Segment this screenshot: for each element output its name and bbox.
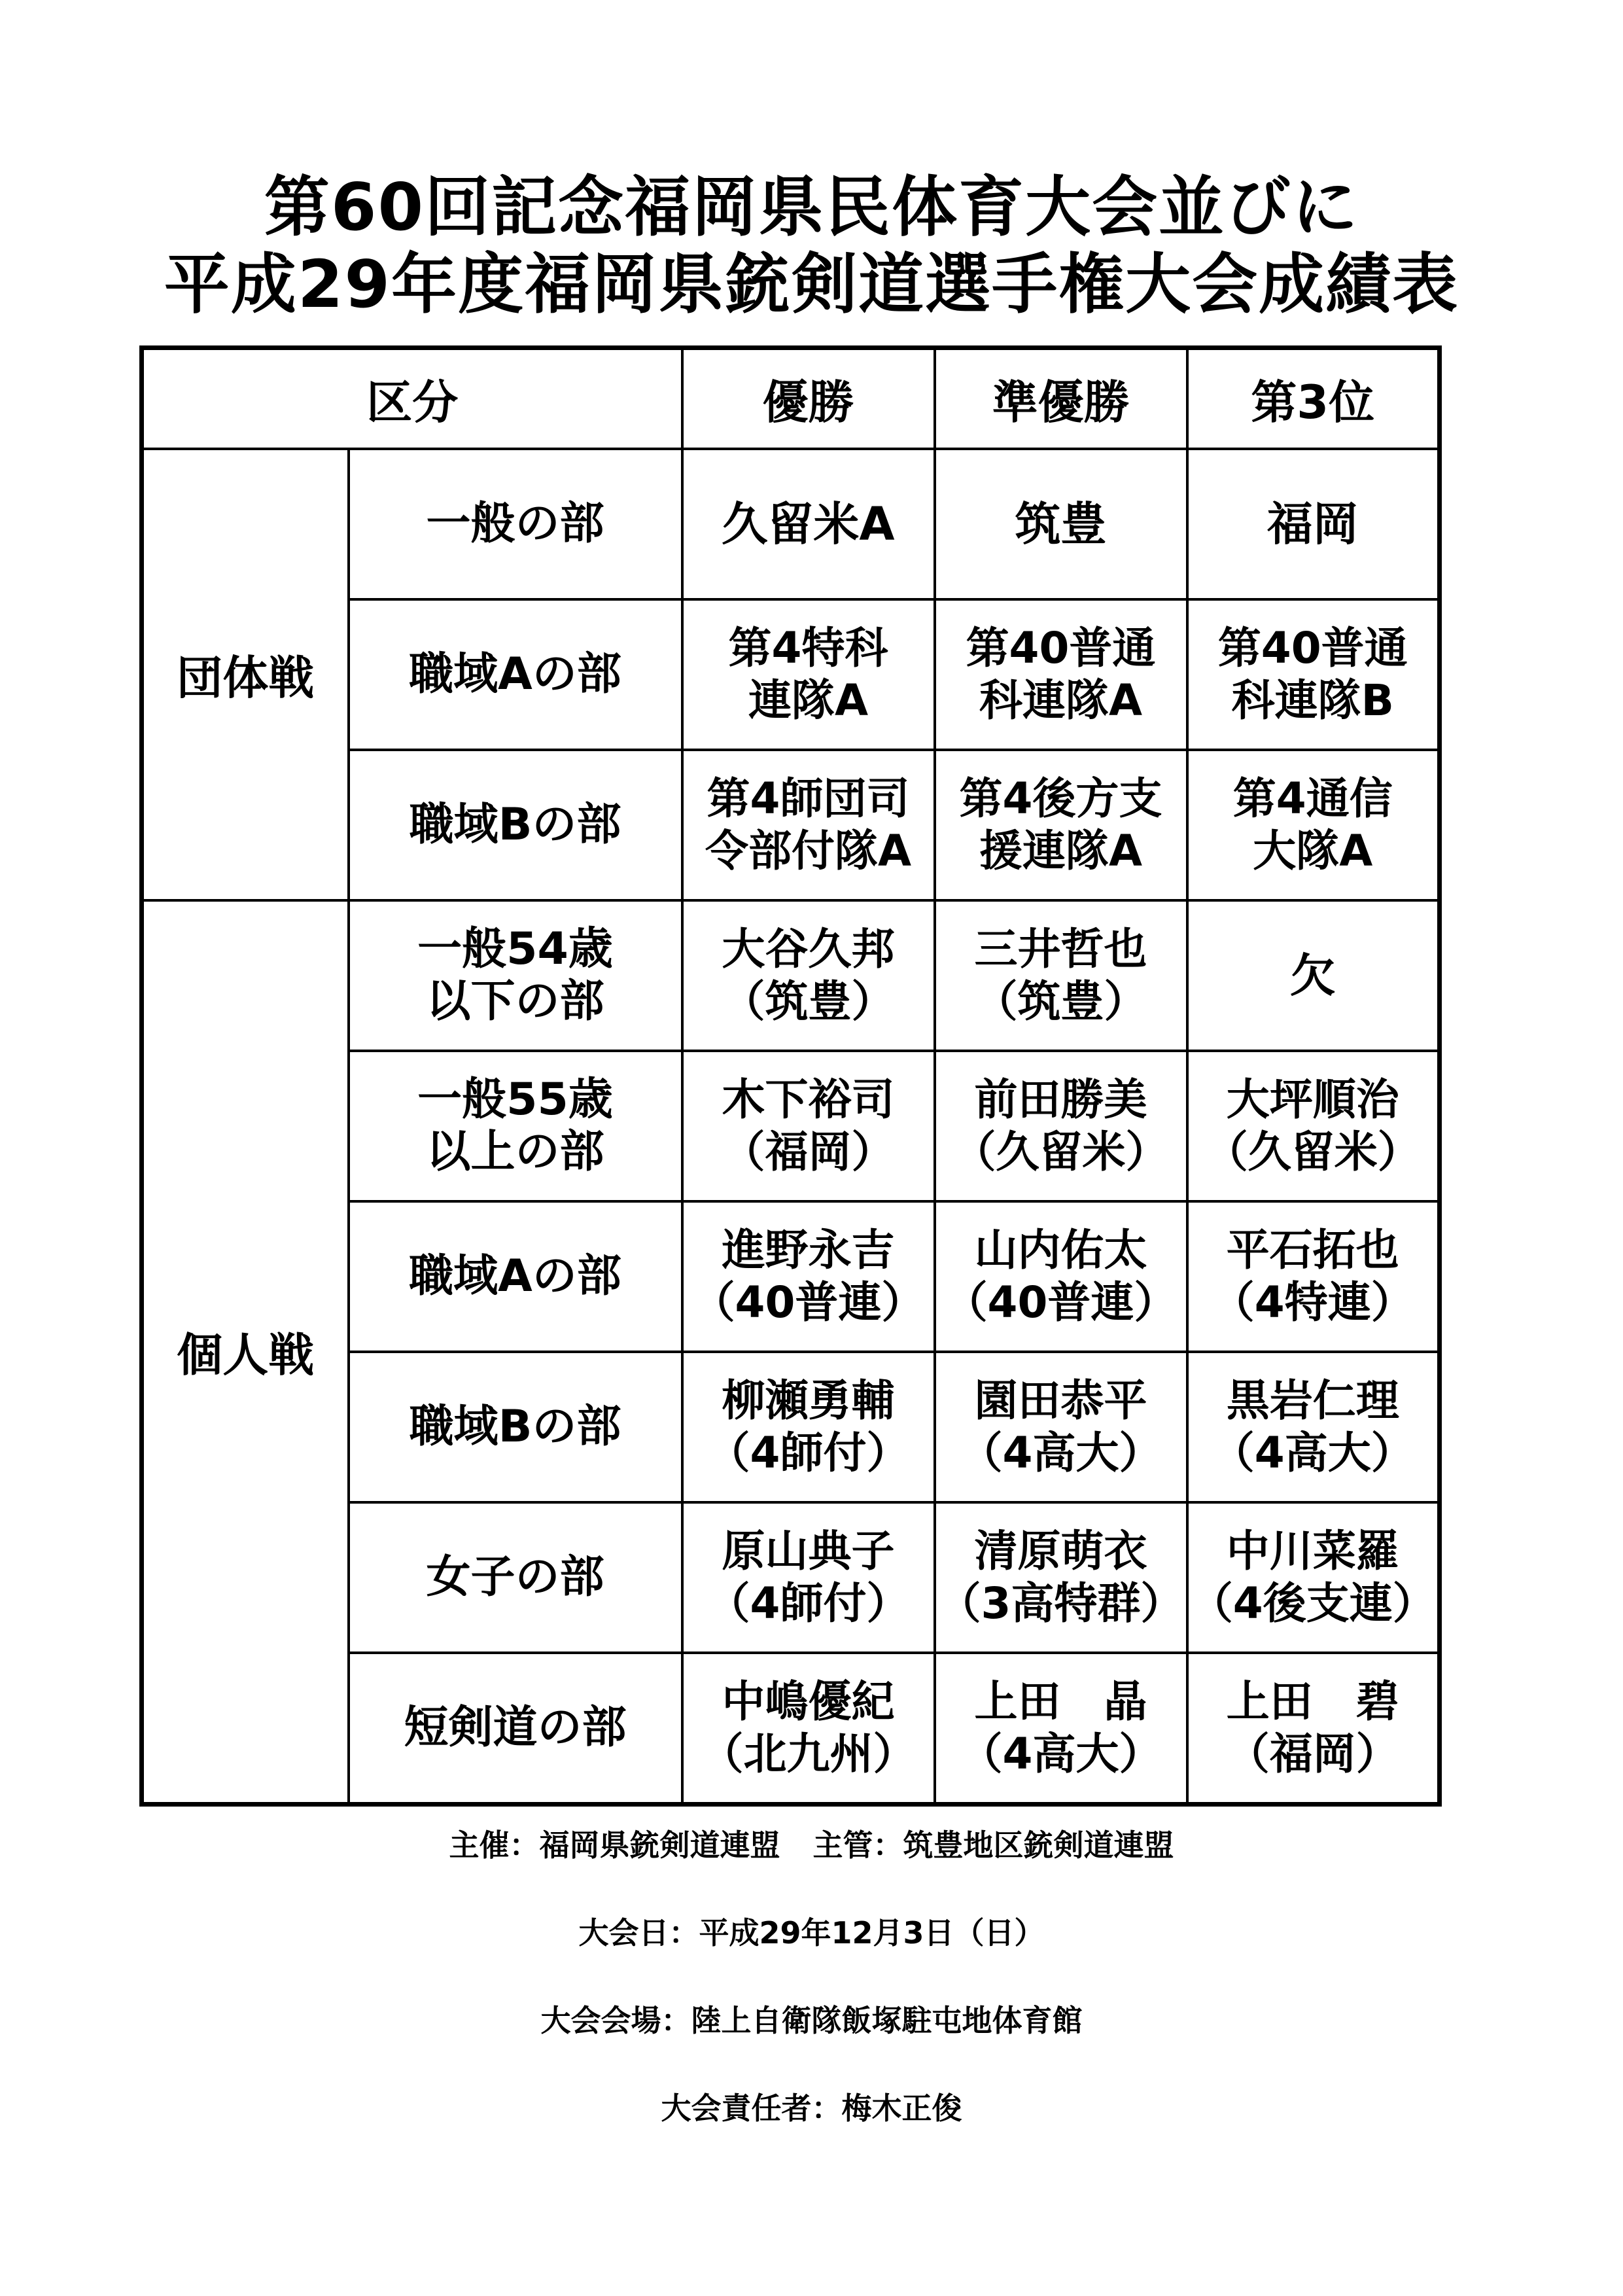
winner-line: 連隊A [748, 675, 869, 726]
runner-up-line: 筑豊 [1015, 497, 1107, 551]
footer-organizer: 主管：筑豊地区銃剣道連盟 [812, 1828, 1174, 1863]
division-line: 女子の部 [426, 1551, 604, 1603]
winner-line: （北九州） [700, 1728, 916, 1779]
runner-up-cell [935, 1653, 1187, 1805]
division-line: 短剣道の部 [404, 1701, 627, 1754]
third-place-cell [1187, 1201, 1440, 1352]
third-place-line: 科連隊B [1231, 675, 1394, 726]
third-place-cell [1187, 900, 1440, 1051]
division-line: 以上の部 [426, 1125, 604, 1178]
division-line: 一般の部 [426, 497, 604, 550]
runner-up-line: （40普連） [944, 1277, 1178, 1328]
division-cell [349, 750, 682, 900]
winner-line: 進野永吉 [722, 1224, 895, 1275]
division-line: 以下の部 [426, 975, 604, 1027]
third-place-line: 中川菜羅 [1226, 1525, 1399, 1576]
runner-up-line: 園田恭平 [974, 1375, 1147, 1426]
winner-line: （福岡） [722, 1126, 895, 1177]
third-place-cell [1187, 1502, 1440, 1653]
runner-up-line: （4高大） [959, 1427, 1162, 1478]
runner-up-cell [935, 1352, 1187, 1502]
winner-cell [682, 599, 935, 750]
footer-venue: 大会会場：陸上自衛隊飯塚駐屯地体育館 [540, 2003, 1083, 2038]
runner-up-line: 山内佑太 [974, 1224, 1147, 1275]
third-place-line: 福岡 [1266, 497, 1359, 551]
runner-up-line: （筑豊） [974, 976, 1147, 1027]
third-place-cell [1187, 1653, 1440, 1805]
results-table [139, 345, 1442, 1807]
footer-manager: 大会責任者：梅木正俊 [661, 2091, 962, 2126]
third-place-line: 大坪順治 [1226, 1074, 1399, 1125]
third-place-line: 上田 碧 [1226, 1676, 1399, 1727]
third-place-line: 平石拓也 [1226, 1224, 1399, 1275]
division-cell [349, 900, 682, 1051]
header-winner: 優勝 [682, 348, 935, 449]
runner-up-line: 三井哲也 [974, 923, 1147, 974]
third-place-cell [1187, 449, 1440, 599]
runner-up-line: （4高大） [959, 1728, 1162, 1779]
table-row [142, 449, 1440, 599]
third-place-line: 欠 [1289, 948, 1336, 1002]
winner-line: 原山典子 [722, 1525, 895, 1576]
runner-up-cell [935, 1051, 1187, 1201]
division-line: 職域Bの部 [409, 1400, 621, 1453]
division-line: 一般54歳 [417, 923, 613, 975]
footer-host: 主催：福岡県銃剣道連盟 [449, 1828, 780, 1863]
winner-line: 久留米A [722, 497, 895, 551]
document-title-line-1: 第60回記念福岡県民体育大会並びに [264, 169, 1359, 245]
runner-up-line: 前田勝美 [974, 1074, 1147, 1125]
third-place-cell [1187, 1352, 1440, 1502]
third-place-line: （4特連） [1211, 1277, 1414, 1328]
document-title-line-2: 平成29年度福岡県銃剣道選手権大会成績表 [164, 246, 1459, 323]
runner-up-cell [935, 900, 1187, 1051]
division-line: 一般55歳 [417, 1073, 613, 1125]
third-place-line: 黒岩仁理 [1226, 1375, 1399, 1426]
footer-organizers [0, 1827, 1623, 1863]
division-cell [349, 1502, 682, 1653]
winner-line: 令部付隊A [705, 825, 912, 876]
winner-cell [682, 449, 935, 599]
winner-line: 第4師団司 [707, 773, 910, 824]
runner-up-line: （久留米） [952, 1126, 1169, 1177]
runner-up-cell [935, 1502, 1187, 1653]
winner-cell [682, 1051, 935, 1201]
third-place-cell [1187, 1051, 1440, 1201]
winner-line: （40普連） [691, 1277, 925, 1328]
division-cell [349, 1653, 682, 1805]
runner-up-line: 清原萌衣 [974, 1525, 1147, 1576]
header-division: 区分 [142, 348, 682, 449]
third-place-cell [1187, 599, 1440, 750]
division-line: 職域Bの部 [409, 798, 621, 851]
division-cell [349, 1051, 682, 1201]
winner-cell [682, 900, 935, 1051]
winner-line: （4師付） [707, 1578, 910, 1629]
group-team: 団体戦 [142, 449, 349, 900]
winner-line: 木下裕司 [722, 1074, 895, 1125]
group-individual: 個人戦 [142, 900, 349, 1805]
runner-up-line: 科連隊A [979, 675, 1143, 726]
winner-line: 中嶋優紀 [722, 1676, 895, 1727]
third-place-line: （4後支連） [1189, 1578, 1436, 1629]
runner-up-line: 援連隊A [979, 825, 1143, 876]
runner-up-cell [935, 750, 1187, 900]
table-header-row [142, 348, 1440, 449]
winner-cell [682, 1201, 935, 1352]
winner-line: （4師付） [707, 1427, 910, 1478]
winner-cell [682, 1653, 935, 1805]
winner-line: 第4特科 [728, 622, 888, 673]
third-place-line: 第4通信 [1232, 773, 1393, 824]
winner-cell [682, 1502, 935, 1653]
runner-up-line: 第40普通 [966, 622, 1156, 673]
winner-line: 柳瀬勇輔 [722, 1375, 895, 1426]
winner-line: 大谷久邦 [722, 923, 895, 974]
winner-line: （筑豊） [722, 976, 895, 1027]
third-place-line: （久留米） [1204, 1126, 1421, 1177]
third-place-line: （福岡） [1226, 1728, 1399, 1779]
division-line: 職域Aの部 [409, 1250, 621, 1302]
division-cell [349, 599, 682, 750]
runner-up-cell [935, 449, 1187, 599]
runner-up-line: 第4後方支 [959, 773, 1162, 824]
division-cell [349, 449, 682, 599]
division-cell [349, 1352, 682, 1502]
division-line: 職域Aの部 [409, 648, 621, 700]
third-place-line: 大隊A [1253, 825, 1373, 876]
third-place-line: 第40普通 [1217, 622, 1408, 673]
runner-up-line: 上田 晶 [974, 1676, 1147, 1727]
division-cell [349, 1201, 682, 1352]
runner-up-cell [935, 599, 1187, 750]
table-row [142, 900, 1440, 1051]
runner-up-cell [935, 1201, 1187, 1352]
winner-cell [682, 750, 935, 900]
third-place-cell [1187, 750, 1440, 900]
third-place-line: （4高大） [1211, 1427, 1414, 1478]
runner-up-line: （3高特群） [937, 1578, 1184, 1629]
footer-date: 大会日：平成29年12月3日（日） [578, 1915, 1045, 1951]
header-third-place: 第3位 [1187, 348, 1440, 449]
header-runner-up: 準優勝 [935, 348, 1187, 449]
winner-cell [682, 1352, 935, 1502]
